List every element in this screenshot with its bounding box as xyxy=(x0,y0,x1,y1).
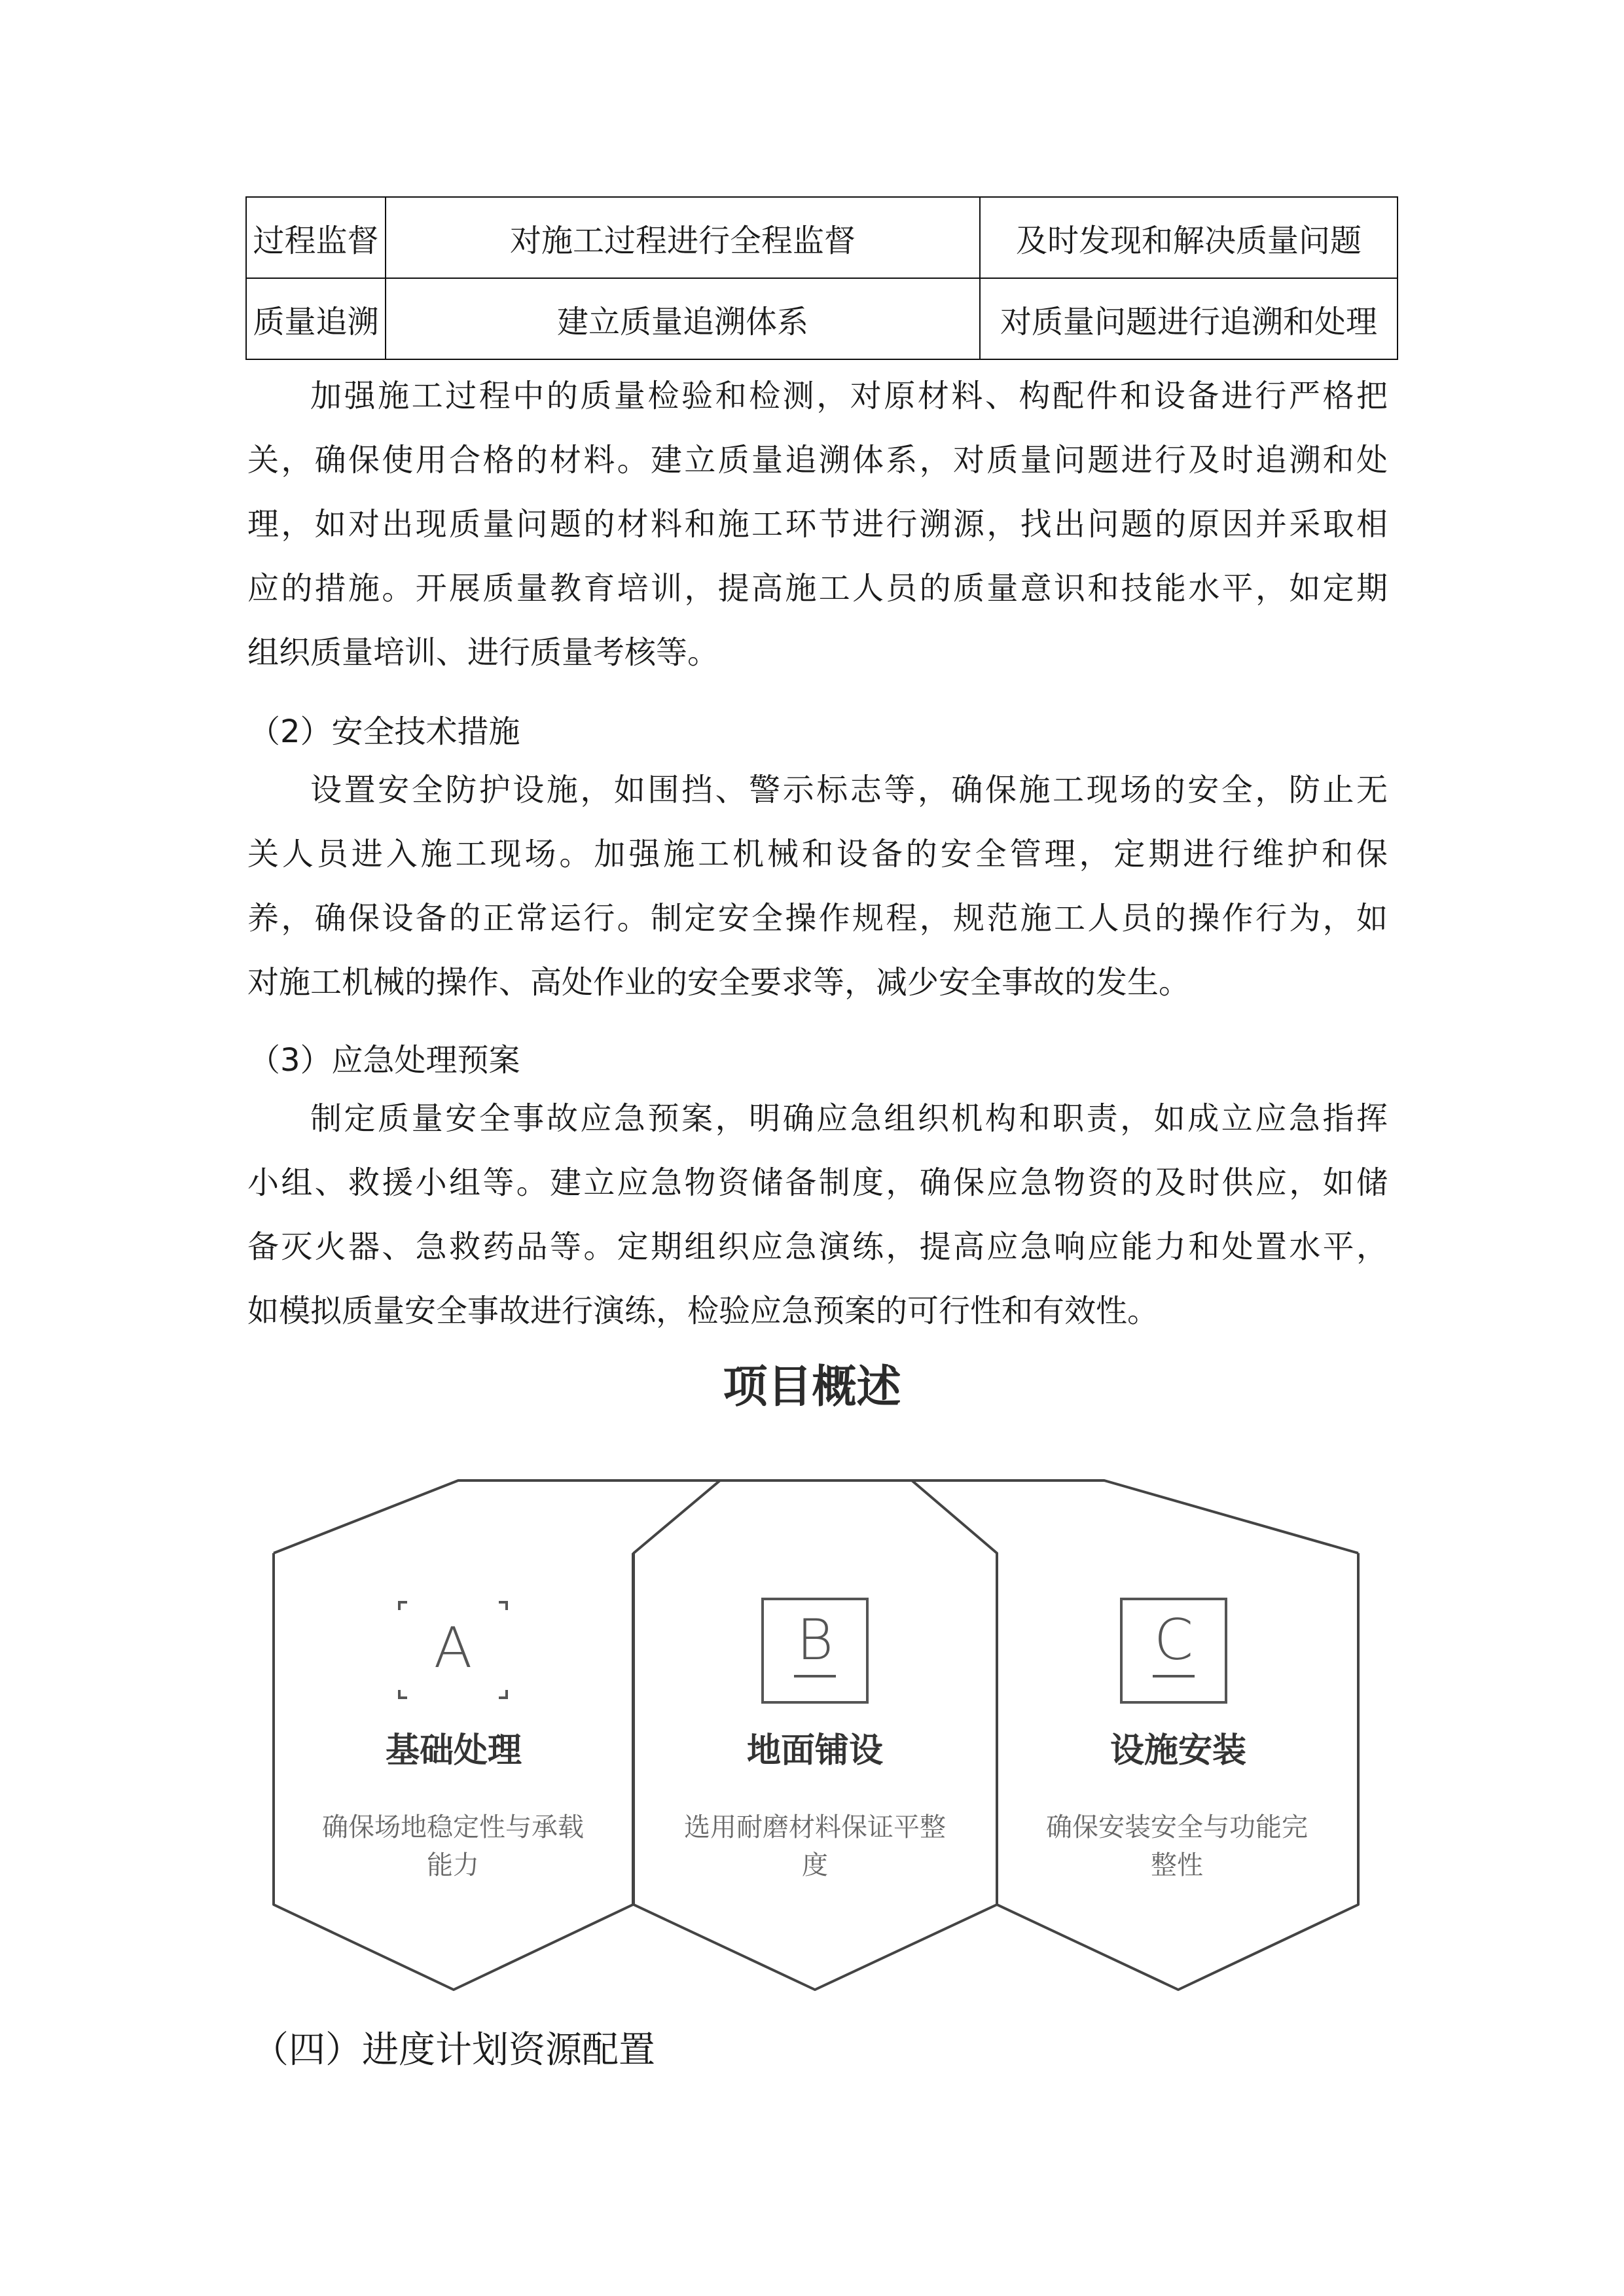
subheading-safety: （2）安全技术措施 xyxy=(249,713,520,750)
section-heading: （四）进度计划资源配置 xyxy=(252,2029,655,2072)
paragraph-line: 小组、救援小组等。建立应急物资储备制度，确保应急物资的及时供应，如储 xyxy=(247,1164,1388,1201)
paragraph-line: 理，如对出现质量问题的材料和施工环节进行溯源，找出问题的原因并采取相 xyxy=(247,506,1388,543)
card-description xyxy=(658,1808,972,1884)
diagram-title: 项目概述 xyxy=(723,1361,901,1413)
card-letter: C xyxy=(1153,1607,1194,1673)
paragraph-line: 对施工机械的操作、高处作业的安全要求等，减少安全事故的发生。 xyxy=(247,964,1191,1001)
subheading-emergency: （3）应急处理预案 xyxy=(249,1042,520,1079)
card-title: 基础处理 xyxy=(385,1731,522,1770)
table-cell: 质量追溯 xyxy=(246,278,386,359)
paragraph-line: 制定质量安全事故应急预案，明确应急组织机构和职责，如成立应急指挥 xyxy=(310,1100,1388,1137)
paragraph-line: 关人员进入施工现场。加强施工机械和设备的安全管理，定期进行维护和保 xyxy=(247,836,1388,872)
table-cell: 建立质量追溯体系 xyxy=(386,278,980,359)
card-description-line: 确保安装安全与功能完 xyxy=(1046,1812,1308,1842)
table-cell: 及时发现和解决质量问题 xyxy=(980,197,1398,278)
paragraph-line: 设置安全防护设施，如围挡、警示标志等，确保施工现场的安全，防止无 xyxy=(310,772,1388,808)
card-description-line: 确保场地稳定性与承载 xyxy=(322,1812,584,1842)
paragraph-line: 应的措施。开展质量教育培训，提高施工人员的质量意识和技能水平，如定期 xyxy=(247,570,1388,607)
card-description xyxy=(296,1808,610,1884)
card-letter: B xyxy=(796,1607,834,1673)
card-description-line: 整性 xyxy=(1151,1850,1203,1880)
card-description xyxy=(1020,1808,1334,1884)
paragraph-line: 如模拟质量安全事故进行演练，检验应急预案的可行性和有效性。 xyxy=(247,1293,1159,1329)
table-cell: 对质量问题进行追溯和处理 xyxy=(980,278,1398,359)
table-cell: 过程监督 xyxy=(246,197,386,278)
card-title: 设施安装 xyxy=(1110,1731,1246,1770)
card-description-line: 度 xyxy=(802,1850,828,1880)
card-description-line: 能力 xyxy=(427,1850,479,1880)
paragraph-line: 关，确保使用合格的材料。建立质量追溯体系，对质量问题进行及时追溯和处 xyxy=(247,442,1388,478)
card-letter: A xyxy=(433,1615,473,1681)
card-title: 地面铺设 xyxy=(746,1731,883,1770)
card-description-line: 选用耐磨材料保证平整 xyxy=(684,1812,946,1842)
paragraph-line: 加强施工过程中的质量检验和检测，对原材料、构配件和设备进行严格把 xyxy=(310,378,1388,414)
paragraph-line: 备灭火器、急救药品等。定期组织应急演练，提高应急响应能力和处置水平， xyxy=(247,1229,1388,1265)
paragraph-line: 养，确保设备的正常运行。制定安全操作规程，规范施工人员的操作行为，如 xyxy=(247,900,1388,937)
paragraph-line: 组织质量培训、进行质量考核等。 xyxy=(247,634,719,671)
table-cell: 对施工过程进行全程监督 xyxy=(386,197,980,278)
